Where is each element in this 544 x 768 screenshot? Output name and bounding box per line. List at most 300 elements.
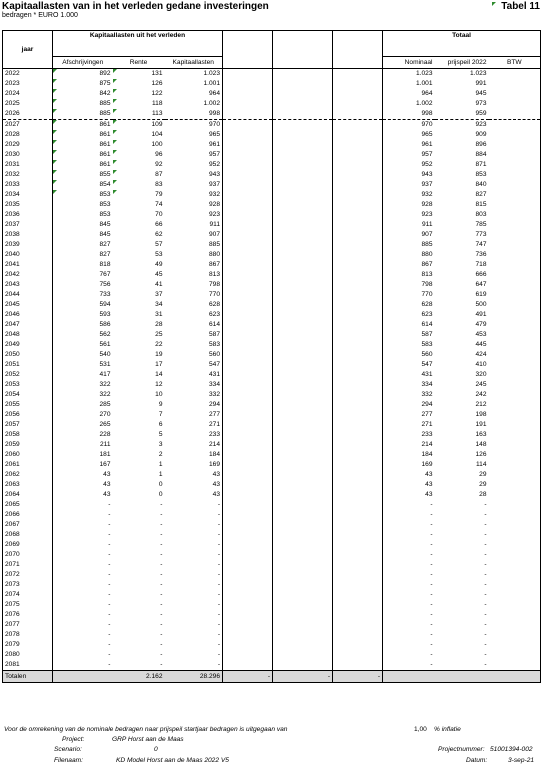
cell-jaar: 2054 bbox=[3, 390, 53, 400]
table-row bbox=[3, 270, 541, 280]
cell-prijspeil: 114 bbox=[476, 461, 487, 468]
table-row bbox=[3, 590, 541, 600]
cell-rente: - bbox=[160, 571, 163, 578]
cell-empty bbox=[273, 350, 333, 360]
table-row bbox=[3, 390, 541, 400]
cell-btw bbox=[489, 600, 541, 610]
cell-afschrijvingen: 285 bbox=[99, 401, 111, 408]
cell-prijspeil: - bbox=[484, 541, 487, 548]
cell-afschrijvingen: 853 bbox=[99, 211, 111, 218]
cell-kapitaallasten: 998 bbox=[165, 109, 223, 120]
cell-empty bbox=[273, 490, 333, 500]
cell-prijspeil: 647 bbox=[475, 281, 487, 288]
cell-empty bbox=[223, 380, 273, 390]
cell-kapitaallasten: 583 bbox=[165, 340, 223, 350]
cell-afschrijvingen: 270 bbox=[99, 411, 111, 418]
cell-btw bbox=[489, 390, 541, 400]
cell-empty bbox=[333, 160, 383, 170]
cell-nominaal: 233 bbox=[421, 431, 433, 438]
cell-empty bbox=[333, 530, 383, 540]
cell-afschrijvingen: - bbox=[108, 601, 111, 608]
cell-empty bbox=[223, 150, 273, 160]
table-row bbox=[3, 380, 541, 390]
cell-btw bbox=[489, 310, 541, 320]
totals-nominaal bbox=[383, 671, 435, 683]
cell-empty bbox=[273, 240, 333, 250]
cell-empty bbox=[333, 140, 383, 150]
cell-rente: 31 bbox=[155, 311, 163, 318]
cell-nominaal: - bbox=[430, 581, 433, 588]
table-row bbox=[3, 420, 541, 430]
cell-empty bbox=[333, 290, 383, 300]
cell-empty bbox=[273, 270, 333, 280]
cell-afschrijvingen: 181 bbox=[99, 451, 111, 458]
table-row bbox=[3, 300, 541, 310]
cell-rente: 25 bbox=[155, 331, 163, 338]
table-row bbox=[3, 430, 541, 440]
cell-afschrijvingen: - bbox=[108, 521, 111, 528]
cell-empty bbox=[273, 550, 333, 560]
cell-afschrijvingen: - bbox=[108, 591, 111, 598]
cell-nominaal: - bbox=[430, 651, 433, 658]
cell-jaar: 2061 bbox=[3, 460, 53, 470]
cell-btw bbox=[489, 340, 541, 350]
cell-nominaal: 277 bbox=[421, 411, 433, 418]
cell-empty bbox=[223, 410, 273, 420]
cell-empty bbox=[273, 210, 333, 220]
cell-kapitaallasten: 43 bbox=[165, 490, 223, 500]
cell-empty bbox=[273, 109, 333, 120]
cell-kapitaallasten: 1.001 bbox=[165, 79, 223, 89]
cell-kapitaallasten: 880 bbox=[165, 250, 223, 260]
totals-row bbox=[3, 671, 541, 683]
cell-nominaal: 907 bbox=[421, 231, 433, 238]
cell-btw bbox=[489, 560, 541, 570]
cell-empty bbox=[273, 650, 333, 660]
cell-rente: 126 bbox=[113, 79, 165, 89]
cell-nominaal: 961 bbox=[421, 141, 433, 148]
cell-jaar: 2027 bbox=[3, 120, 53, 131]
cell-afschrijvingen: 861 bbox=[53, 140, 113, 150]
cell-empty bbox=[223, 290, 273, 300]
cell-btw bbox=[489, 610, 541, 620]
cell-jaar: 2064 bbox=[3, 490, 53, 500]
cell-empty bbox=[223, 400, 273, 410]
cell-jaar: 2044 bbox=[3, 290, 53, 300]
cell-empty bbox=[333, 560, 383, 570]
table-row bbox=[3, 89, 541, 99]
cell-prijspeil: 909 bbox=[475, 131, 487, 138]
cell-prijspeil: 785 bbox=[475, 221, 487, 228]
cell-empty bbox=[333, 310, 383, 320]
table-row bbox=[3, 550, 541, 560]
cell-prijspeil: 666 bbox=[475, 271, 487, 278]
cell-empty bbox=[223, 170, 273, 180]
inflation-label: % inflatie bbox=[434, 726, 461, 733]
cell-empty bbox=[223, 280, 273, 290]
table-row bbox=[3, 170, 541, 180]
cell-prijspeil: 320 bbox=[475, 371, 487, 378]
header-empty-cell bbox=[223, 57, 273, 69]
cell-btw bbox=[489, 210, 541, 220]
cell-btw bbox=[489, 69, 541, 80]
cell-empty bbox=[223, 480, 273, 490]
cell-empty bbox=[223, 89, 273, 99]
cell-empty bbox=[223, 190, 273, 200]
cell-btw bbox=[489, 260, 541, 270]
cell-kapitaallasten: - bbox=[165, 540, 223, 550]
cell-afschrijvingen: - bbox=[108, 581, 111, 588]
cell-empty bbox=[333, 640, 383, 650]
cell-empty bbox=[223, 140, 273, 150]
cell-jaar: 2050 bbox=[3, 350, 53, 360]
cell-btw bbox=[489, 630, 541, 640]
cell-jaar: 2055 bbox=[3, 400, 53, 410]
cell-nominaal: 911 bbox=[422, 221, 433, 228]
table-row bbox=[3, 410, 541, 420]
cell-empty bbox=[273, 610, 333, 620]
cell-empty bbox=[273, 510, 333, 520]
cell-empty bbox=[223, 350, 273, 360]
cell-empty bbox=[223, 500, 273, 510]
cell-empty bbox=[223, 610, 273, 620]
cell-btw bbox=[489, 590, 541, 600]
cell-afschrijvingen: 875 bbox=[53, 79, 113, 89]
cell-jaar: 2036 bbox=[3, 210, 53, 220]
cell-nominaal: 169 bbox=[421, 461, 433, 468]
cell-prijspeil: 500 bbox=[475, 301, 487, 308]
cell-jaar: 2045 bbox=[3, 300, 53, 310]
cell-empty bbox=[273, 230, 333, 240]
table-row bbox=[3, 480, 541, 490]
cell-btw bbox=[489, 79, 541, 89]
cell-btw bbox=[489, 320, 541, 330]
cell-afschrijvingen: - bbox=[108, 541, 111, 548]
cell-kapitaallasten: 587 bbox=[165, 330, 223, 340]
cell-empty bbox=[273, 79, 333, 89]
cell-empty bbox=[223, 130, 273, 140]
cell-jaar: 2078 bbox=[3, 630, 53, 640]
cell-kapitaallasten: 560 bbox=[165, 350, 223, 360]
inflation-value: 1,00 bbox=[414, 726, 427, 733]
cell-kapitaallasten: - bbox=[165, 640, 223, 650]
cell-empty bbox=[273, 360, 333, 370]
table-row bbox=[3, 160, 541, 170]
cell-empty bbox=[333, 410, 383, 420]
cell-rente: - bbox=[160, 661, 163, 668]
cell-jaar: 2035 bbox=[3, 200, 53, 210]
cell-btw bbox=[489, 640, 541, 650]
cell-btw bbox=[489, 380, 541, 390]
cell-nominaal: 813 bbox=[421, 271, 433, 278]
cell-nominaal: 623 bbox=[421, 311, 433, 318]
cell-empty bbox=[333, 240, 383, 250]
table-row bbox=[3, 400, 541, 410]
cell-nominaal: - bbox=[430, 641, 433, 648]
cell-btw bbox=[489, 170, 541, 180]
cell-jaar: 2049 bbox=[3, 340, 53, 350]
cell-empty bbox=[273, 340, 333, 350]
cell-kapitaallasten: 334 bbox=[165, 380, 223, 390]
cell-jaar: 2069 bbox=[3, 540, 53, 550]
table-row bbox=[3, 290, 541, 300]
table-row bbox=[3, 190, 541, 200]
cell-afschrijvingen: 845 bbox=[99, 221, 111, 228]
cell-kapitaallasten: 271 bbox=[165, 420, 223, 430]
cell-prijspeil: - bbox=[484, 661, 487, 668]
cell-kapitaallasten: - bbox=[165, 570, 223, 580]
cell-empty bbox=[273, 400, 333, 410]
cell-prijspeil: 884 bbox=[475, 151, 487, 158]
cell-empty bbox=[273, 520, 333, 530]
cell-rente: 66 bbox=[155, 221, 163, 228]
cell-btw bbox=[489, 230, 541, 240]
cell-empty bbox=[333, 420, 383, 430]
table-row bbox=[3, 210, 541, 220]
cell-empty bbox=[333, 470, 383, 480]
cell-kapitaallasten: - bbox=[165, 560, 223, 570]
cell-prijspeil: 198 bbox=[475, 411, 487, 418]
cell-afschrijvingen: 43 bbox=[103, 471, 111, 478]
projectnummer-label: Projectnummer: bbox=[438, 746, 485, 753]
cell-kapitaallasten: 961 bbox=[165, 140, 223, 150]
cell-prijspeil: - bbox=[484, 601, 487, 608]
cell-kapitaallasten: 770 bbox=[165, 290, 223, 300]
cell-jaar: 2031 bbox=[3, 160, 53, 170]
table-row bbox=[3, 530, 541, 540]
cell-empty bbox=[223, 570, 273, 580]
cell-jaar: 2060 bbox=[3, 450, 53, 460]
cell-empty bbox=[223, 440, 273, 450]
cell-prijspeil: - bbox=[484, 651, 487, 658]
cell-empty bbox=[333, 630, 383, 640]
projectnummer-value: 51001394-002 bbox=[490, 746, 533, 753]
cell-kapitaallasten: - bbox=[165, 500, 223, 510]
cell-kapitaallasten: 932 bbox=[165, 190, 223, 200]
cell-nominaal: 923 bbox=[421, 211, 433, 218]
cell-empty bbox=[223, 99, 273, 109]
cell-prijspeil: 445 bbox=[475, 341, 487, 348]
cell-nominaal: 770 bbox=[421, 291, 433, 298]
cell-jaar: 2067 bbox=[3, 520, 53, 530]
cell-empty bbox=[223, 390, 273, 400]
cell-prijspeil: 163 bbox=[475, 431, 487, 438]
cell-btw bbox=[489, 190, 541, 200]
cell-rente: 10 bbox=[155, 391, 163, 398]
cell-rente: 0 bbox=[158, 481, 163, 488]
cell-nominaal: - bbox=[430, 531, 433, 538]
cell-afschrijvingen: 43 bbox=[103, 481, 111, 488]
cell-jaar: 2066 bbox=[3, 510, 53, 520]
cell-kapitaallasten: 923 bbox=[165, 210, 223, 220]
cell-jaar: 2026 bbox=[3, 109, 53, 120]
cell-empty bbox=[273, 69, 333, 80]
cell-empty bbox=[333, 340, 383, 350]
cell-empty bbox=[223, 660, 273, 671]
header-empty-1 bbox=[223, 31, 273, 57]
cell-afschrijvingen: 228 bbox=[99, 431, 111, 438]
cell-rente: - bbox=[160, 521, 163, 528]
cell-afschrijvingen: 845 bbox=[99, 231, 111, 238]
cell-empty bbox=[333, 440, 383, 450]
cell-afschrijvingen: 861 bbox=[53, 160, 113, 170]
cell-afschrijvingen: - bbox=[108, 551, 111, 558]
cell-rente: - bbox=[160, 541, 163, 548]
cell-nominaal: 965 bbox=[421, 131, 433, 138]
cell-afschrijvingen: 540 bbox=[99, 351, 111, 358]
cell-rente: 34 bbox=[155, 301, 163, 308]
cell-btw bbox=[489, 180, 541, 190]
cell-empty bbox=[223, 580, 273, 590]
cell-nominaal: 43 bbox=[425, 491, 433, 498]
cell-btw bbox=[489, 160, 541, 170]
cell-kapitaallasten: 943 bbox=[165, 170, 223, 180]
cell-btw bbox=[489, 240, 541, 250]
cell-rente: 79 bbox=[113, 190, 165, 200]
cell-empty bbox=[333, 510, 383, 520]
cell-btw bbox=[489, 510, 541, 520]
table-row bbox=[3, 330, 541, 340]
cell-jaar: 2028 bbox=[3, 130, 53, 140]
totals-rente: 2.162 bbox=[113, 671, 165, 683]
table-label: Tabel 11 bbox=[501, 1, 540, 12]
cell-afschrijvingen: - bbox=[108, 511, 111, 518]
cell-empty bbox=[333, 390, 383, 400]
cell-afschrijvingen: 767 bbox=[99, 271, 111, 278]
cell-btw bbox=[489, 200, 541, 210]
cell-empty bbox=[333, 200, 383, 210]
table-row bbox=[3, 520, 541, 530]
page-subtitle: bedragen * EURO 1.000 bbox=[2, 12, 78, 19]
cell-rente: 70 bbox=[155, 211, 163, 218]
cell-btw bbox=[489, 500, 541, 510]
cell-jaar: 2079 bbox=[3, 640, 53, 650]
cell-afschrijvingen: 861 bbox=[53, 120, 113, 131]
cell-empty bbox=[333, 280, 383, 290]
cell-jaar: 2068 bbox=[3, 530, 53, 540]
cell-rente: - bbox=[160, 651, 163, 658]
cell-nominaal: 332 bbox=[421, 391, 433, 398]
cell-empty bbox=[333, 210, 383, 220]
cell-jaar: 2074 bbox=[3, 590, 53, 600]
cell-empty bbox=[273, 150, 333, 160]
cell-empty bbox=[333, 590, 383, 600]
cell-nominaal: - bbox=[430, 561, 433, 568]
cell-jaar: 2024 bbox=[3, 89, 53, 99]
cell-empty bbox=[273, 280, 333, 290]
cell-btw bbox=[489, 370, 541, 380]
comment-marker-icon bbox=[492, 2, 496, 6]
cell-jaar: 2077 bbox=[3, 620, 53, 630]
cell-empty bbox=[273, 300, 333, 310]
cell-empty bbox=[333, 600, 383, 610]
table-row bbox=[3, 180, 541, 190]
cell-jaar: 2041 bbox=[3, 260, 53, 270]
cell-rente: 22 bbox=[155, 341, 163, 348]
cell-kapitaallasten: 813 bbox=[165, 270, 223, 280]
cell-nominaal: 937 bbox=[421, 181, 433, 188]
cell-rente: 12 bbox=[155, 381, 163, 388]
cell-rente: 49 bbox=[155, 261, 163, 268]
cell-prijspeil: 126 bbox=[475, 451, 487, 458]
header-btw: BTW bbox=[489, 57, 541, 69]
cell-prijspeil: 424 bbox=[475, 351, 487, 358]
table-row bbox=[3, 640, 541, 650]
cell-empty bbox=[273, 640, 333, 650]
cell-empty bbox=[273, 600, 333, 610]
cell-rente: 62 bbox=[155, 231, 163, 238]
table-row bbox=[3, 650, 541, 660]
cell-kapitaallasten: - bbox=[165, 620, 223, 630]
cell-afschrijvingen: 167 bbox=[99, 461, 111, 468]
cell-kapitaallasten: 937 bbox=[165, 180, 223, 190]
cell-empty bbox=[273, 460, 333, 470]
cell-kapitaallasten: 628 bbox=[165, 300, 223, 310]
cell-kapitaallasten: 214 bbox=[165, 440, 223, 450]
cell-prijspeil: 827 bbox=[475, 191, 487, 198]
cell-empty bbox=[333, 190, 383, 200]
cell-rente: - bbox=[160, 561, 163, 568]
cell-empty bbox=[223, 360, 273, 370]
cell-empty bbox=[223, 490, 273, 500]
table-row bbox=[3, 490, 541, 500]
cell-jaar: 2057 bbox=[3, 420, 53, 430]
cell-kapitaallasten: - bbox=[165, 590, 223, 600]
cell-jaar: 2058 bbox=[3, 430, 53, 440]
cell-jaar: 2047 bbox=[3, 320, 53, 330]
cell-jaar: 2056 bbox=[3, 410, 53, 420]
cell-rente: - bbox=[160, 601, 163, 608]
cell-afschrijvingen: 756 bbox=[99, 281, 111, 288]
cell-nominaal: 431 bbox=[421, 371, 433, 378]
cell-nominaal: 957 bbox=[421, 151, 433, 158]
cell-rente: 100 bbox=[113, 140, 165, 150]
cell-empty bbox=[273, 180, 333, 190]
cell-empty bbox=[333, 260, 383, 270]
header-group-left: Kapitaallasten uit het verleden bbox=[53, 31, 223, 57]
cell-rente: 57 bbox=[155, 241, 163, 248]
cell-rente: 113 bbox=[113, 109, 165, 120]
cell-kapitaallasten: - bbox=[165, 630, 223, 640]
datum-value: 3-sep-21 bbox=[508, 757, 535, 764]
header-jaar: jaar bbox=[3, 31, 53, 69]
cell-rente: 2 bbox=[158, 451, 163, 458]
cell-empty bbox=[333, 580, 383, 590]
cell-empty bbox=[223, 220, 273, 230]
cell-kapitaallasten: - bbox=[165, 550, 223, 560]
cell-rente: 1 bbox=[158, 471, 163, 478]
cell-afschrijvingen: 827 bbox=[99, 251, 111, 258]
table-row bbox=[3, 450, 541, 460]
table-row bbox=[3, 250, 541, 260]
cell-afschrijvingen: 854 bbox=[53, 180, 113, 190]
cell-empty bbox=[273, 440, 333, 450]
table-row bbox=[3, 370, 541, 380]
cell-jaar: 2032 bbox=[3, 170, 53, 180]
filename-value: KD Model Horst aan de Maas 2022 V5 bbox=[116, 757, 229, 764]
cell-kapitaallasten: 964 bbox=[165, 89, 223, 99]
table-row bbox=[3, 460, 541, 470]
totals-extra-3: - bbox=[333, 671, 383, 683]
cell-jaar: 2023 bbox=[3, 79, 53, 89]
table-row bbox=[3, 600, 541, 610]
cell-prijspeil: 479 bbox=[475, 321, 487, 328]
header-rente: Rente bbox=[113, 57, 165, 69]
cell-empty bbox=[333, 250, 383, 260]
cell-empty bbox=[273, 99, 333, 109]
cell-empty bbox=[273, 660, 333, 671]
cell-afschrijvingen: 855 bbox=[53, 170, 113, 180]
